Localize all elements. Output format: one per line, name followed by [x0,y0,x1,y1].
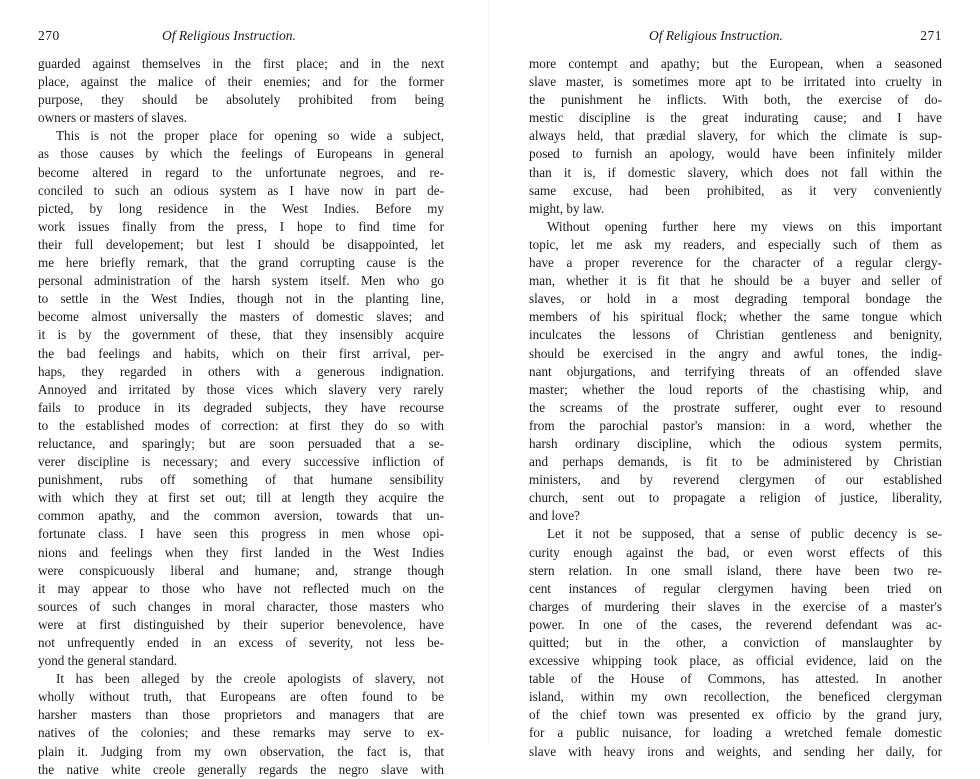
text-line: mestic discipline is the great indurating cause; and I have [529,110,942,126]
text-line: slave master, is sometimes more apt to be irritated into cruelty in [529,74,942,90]
text-line: conciled to such an odious system as I have now in part de- [38,182,444,198]
text-line: the punishment he inflicts. With both, the exercise of do- [529,92,942,108]
text-line: the bad feelings and habits, which on their first arrival, per- [38,345,444,361]
text-line: harsh ordinary discipline, which the odious system permits, [529,435,942,451]
text-line: topic, let me ask my readers, and especially such of them as [529,236,942,252]
text-line: from the parochial pastor's mansion: in a word, whether the [529,417,942,433]
left-page-number: 270 [38,28,60,43]
text-line: common apathy, and the common aversion, towards that un- [38,508,444,524]
text-line: verer discipline is necessary; and every successive infliction of [38,454,444,470]
text-line: slave with heavy irons and weights, and sending her daily, for [529,743,942,759]
text-line: always held, that prædial slavery, for which the climate is sup- [529,128,942,144]
text-line: it is by the government of these, that they insensibly acquire [38,327,444,343]
text-line: stern relation. In one small island, there have been two re- [529,562,942,578]
right-page-number: 271 [920,28,942,43]
text-line: place, against the malice of their enemies; and for the former [38,74,444,90]
text-line: become almost universally the masters of domestic slaves; and [38,309,444,325]
text-line: with which they at first set out; till at length they acquire the [38,490,444,506]
text-line: nions and feelings when they first landed in the West Indies [38,544,444,560]
text-line: This is not the proper place for opening so wide a subject, [56,128,444,144]
text-line: natives of the colonies; and these remarks may serve to ex- [38,725,444,741]
text-line: master; whether the loud reports of the chastising whip, and [529,381,942,397]
right-page-text [529,55,942,761]
text-line: more contempt and apathy; but the European, when a seasoned [529,56,942,71]
text-line: not unfrequently ended in an excess of severity, not less be- [38,635,444,650]
left-running-head: Of Religious Instruction. [162,28,296,43]
text-line: Annoyed and irritated by those vices which slavery very rarely [38,381,444,397]
left-page-header [38,27,444,45]
text-line: members of his spiritual flock; whether the same tongue which [529,309,942,325]
text-line: the screams of the prostrate sufferer, ought ever to resound [529,399,942,415]
left-page-text [38,55,444,779]
text-line: man, whether it is fit that he should be a buyer and seller of [529,273,942,289]
text-line: to the established modes of correction: at first they do so with [38,417,444,433]
text-line: owners or masters of slaves. [38,110,188,126]
left-page [38,0,444,777]
text-line: become altered in regard to the unfortunate negroes, and re- [38,164,444,180]
text-line: plain it. Judging from my own observation, the fact is, that [38,743,444,759]
text-line: wholly without truth, that Europeans are often found to be [38,689,444,705]
text-line: curity enough against the bad, or even worst effects of this [529,544,942,560]
text-line: have a proper reverence for the character of a regular clergy- [529,255,942,271]
text-line: their full developement; but lest I should be disappointed, let [38,236,444,252]
text-line: fails to produce in its degraded subjects, they have recourse [38,399,444,415]
text-line: cent instances of regular clergymen having been tried on [529,580,942,596]
text-line: to settle in the West Indies, though not in the planting line, [38,291,444,307]
text-line: excessive whipping took place, as official evidence, laid on the [529,653,942,669]
text-line: the native white creole generally regards the negro slave with [38,761,444,777]
text-line: were conspicuously liberal and humane; and, strange though [38,562,444,578]
text-line: purpose, they should be absolutely prohibited from being [38,92,444,108]
text-line: fortunate class. I have seen this progress in men whose opi- [38,526,444,542]
text-line: should be exercised in the angry and awful tones, the indig- [529,345,942,361]
text-line: haps, they regarded in others with a generous indignation. [38,363,444,379]
text-line: table of the House of Commons, has attested. In another [529,671,942,687]
text-line: inculcates the lessons of Christian gentleness and benignity, [529,327,942,343]
text-line: slaves, or hold in a most degrading temporal bondage the [529,291,942,307]
text-line: personal administration of the harsh system itself. Men who go [38,273,444,289]
text-line: nant objurgations, and terrifying threats of an offended slave [529,363,942,379]
text-line: charges of murdering their slaves in the exercise of a master's [529,598,942,614]
right-page-header [529,27,942,45]
text-line: same excuse, had been prohibited, as it very conveniently [529,182,942,198]
text-line: it may appear to those who have not reflected much on the [38,580,444,596]
text-line: Let it not be supposed, that a sense of public decency is se- [547,526,942,542]
text-line: as those causes by which the feelings of Europeans in general [38,146,444,162]
text-line: than it is, if domestic slavery, which does not fall within the [529,164,942,180]
text-line: work issues finally from the press, I hope to find time for [38,218,444,234]
text-line: ministers, and by reverend clergymen of our established [529,472,942,488]
text-line: and love? [529,508,580,524]
text-line: punishment, rubs off something of that humane sensibility [38,472,444,488]
text-line: of the chief town was presented ex officio by the grand jury, [529,707,942,723]
text-line: reluctance, and sparingly; but are soon persuaded that a se- [38,435,444,451]
text-line: for a public nuisance, for loading a wretched female domestic [529,725,942,741]
text-line: were at first distinguished by their superior benevolence, have [38,616,444,632]
text-line: yond the general standard. [38,653,178,669]
text-line: power. In one of the cases, the reverend defendant was ac- [529,616,942,632]
right-page [529,0,942,759]
text-line: sources of such changes in moral character, those masters who [38,598,444,614]
text-line: quitted; but in the other, a conviction of manslaughter by [529,635,942,650]
text-line: and perhaps demands, is fit to be administered by Christian [529,454,942,470]
text-line: me here briefly remark, that the grand corrupting cause is the [38,255,444,271]
text-line: guarded against themselves in the first place; and in the next [38,56,444,71]
text-line: It has been alleged by the creole apologists of slavery, not [56,671,444,687]
text-line: might, by law. [529,200,605,216]
text-line: picted, by long residence in the West Indies. Before my [38,200,444,216]
text-line: Without opening further here my views on this important [547,218,942,234]
text-line: posed to furnish an apology, would have been infinitely milder [529,146,942,162]
text-line: harsher masters than those proprietors and managers that are [38,707,444,723]
right-running-head: Of Religious Instruction. [649,28,783,43]
gutter [488,0,489,744]
text-line: church, sent out to propagate a religion of justice, liberality, [529,490,942,506]
text-line: island, within my own recollection, the beneficed clergyman [529,689,942,705]
